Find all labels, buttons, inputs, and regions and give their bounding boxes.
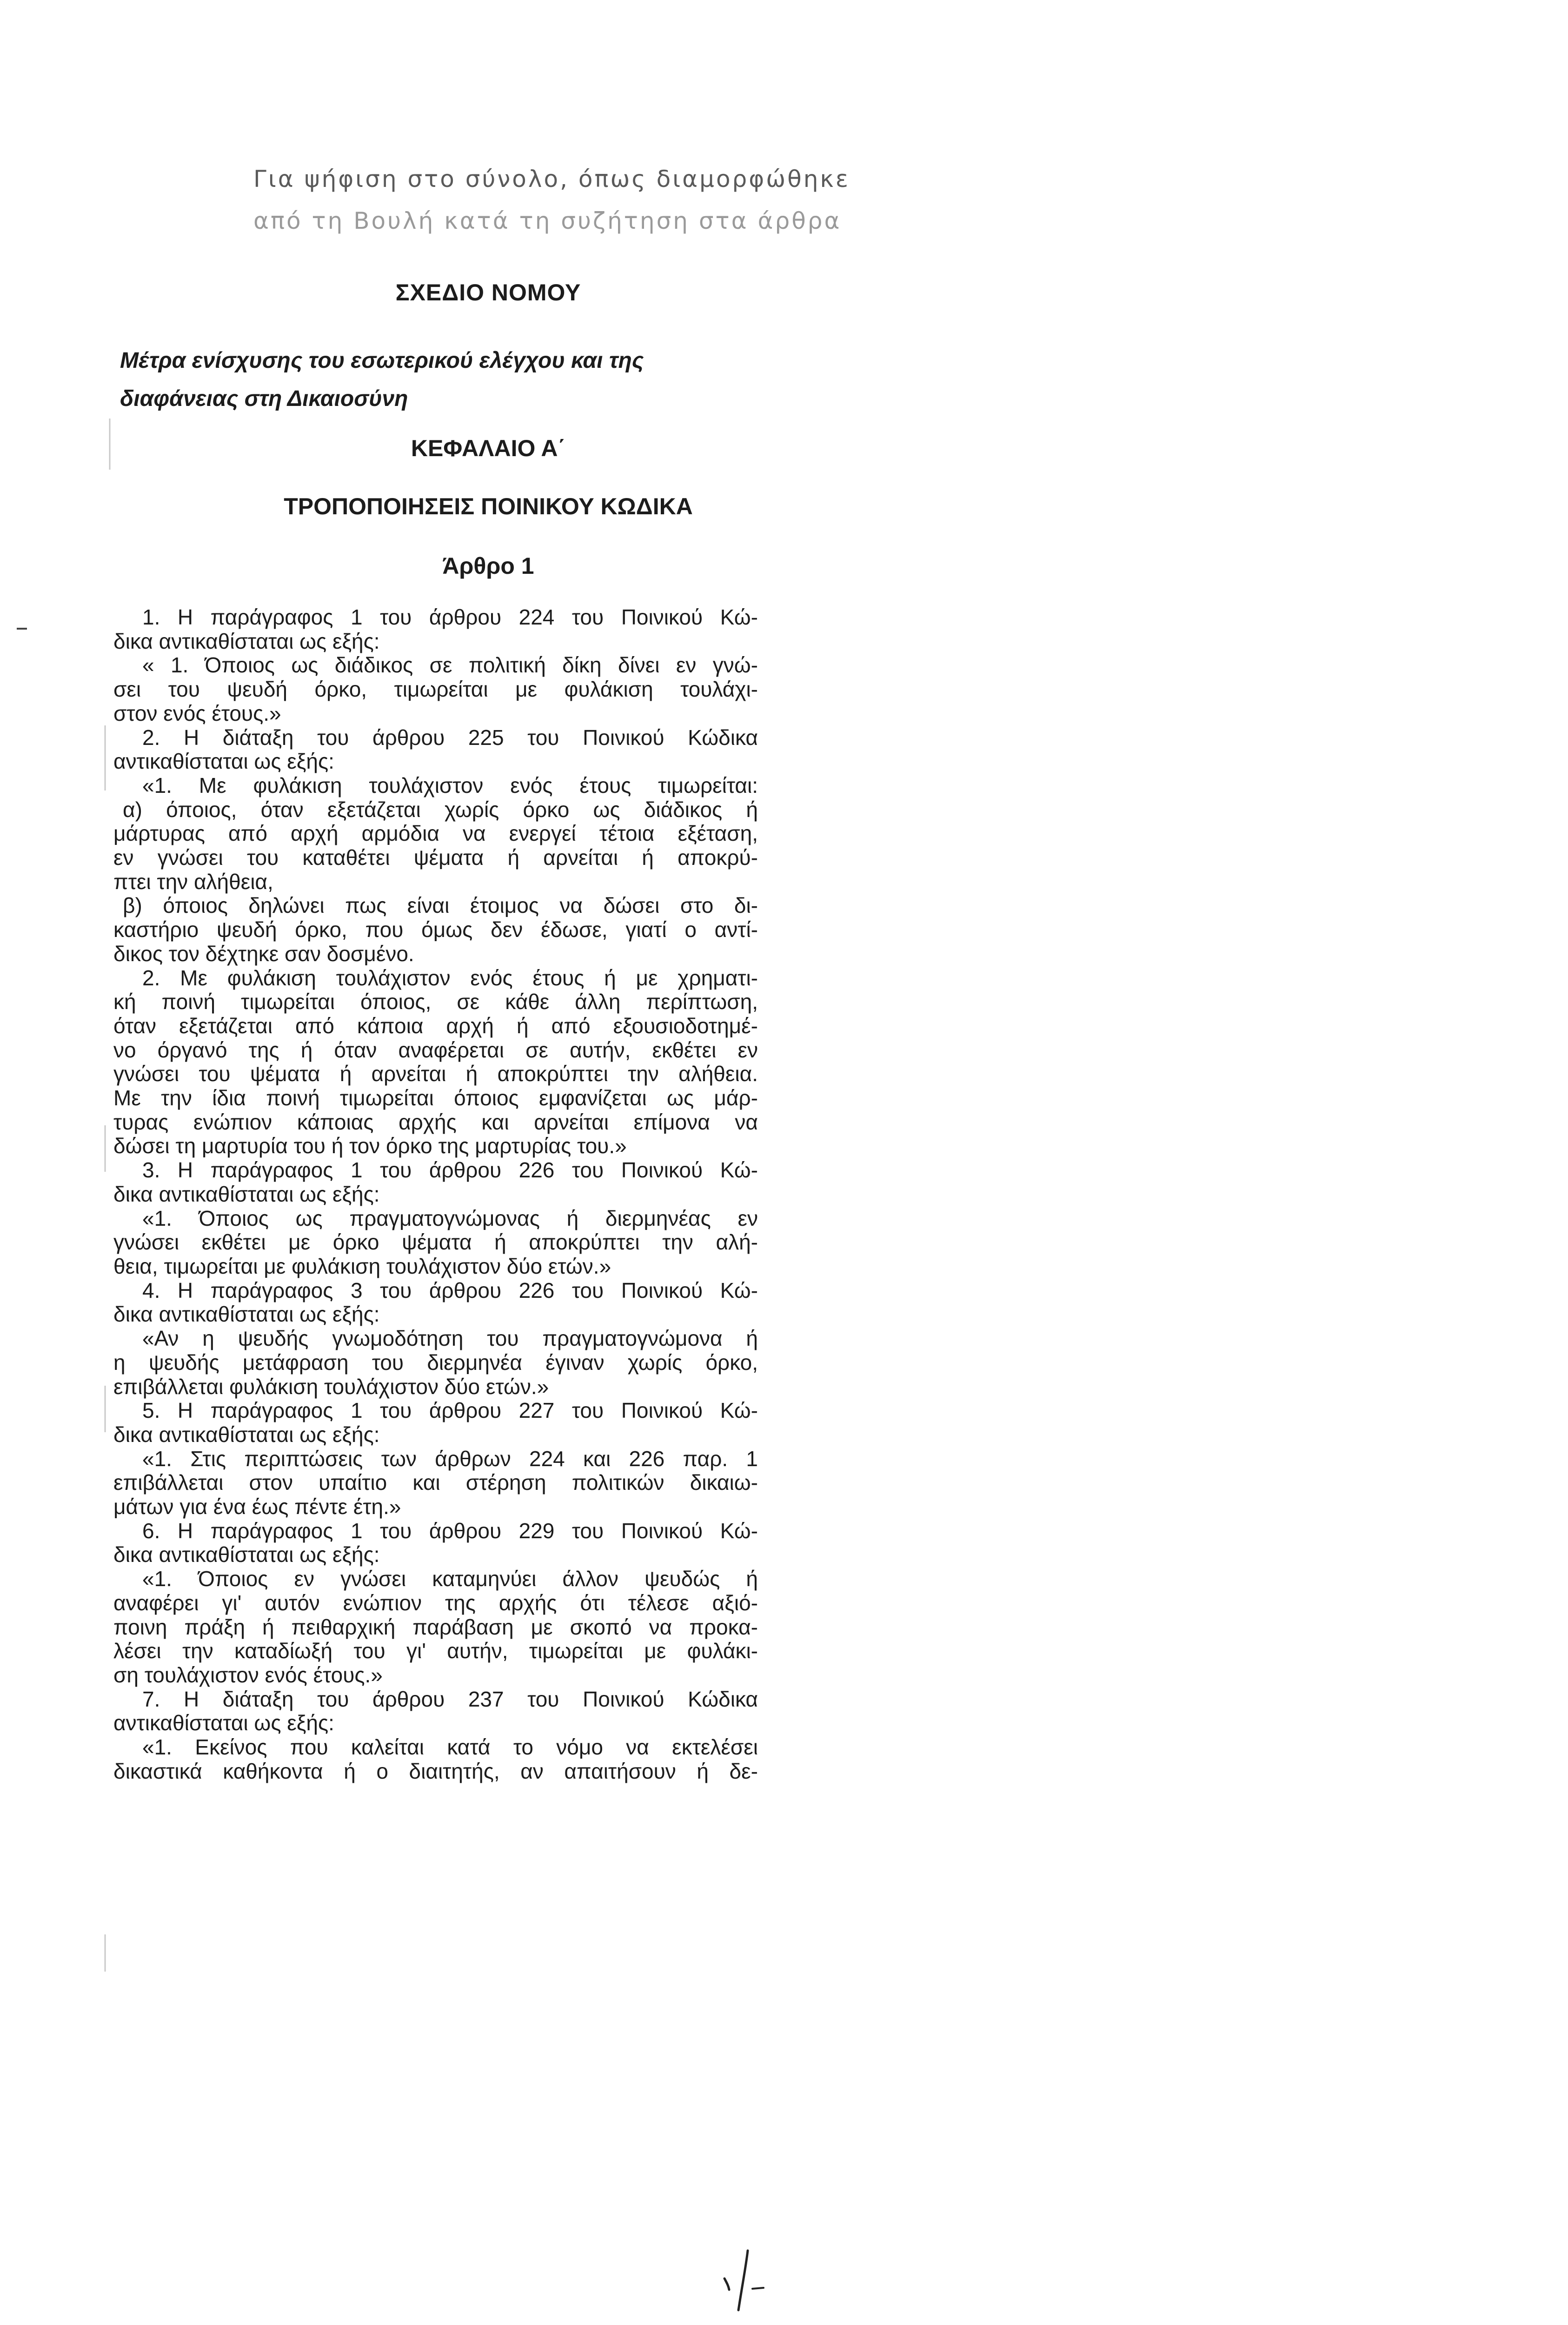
body-line: κή ποινή τιμωρείται όποιος, σε κάθε άλλη περίπτωση, xyxy=(113,990,758,1014)
body-line: 5. Η παράγραφος 1 του άρθρου 227 του Ποινικού Κώ- xyxy=(142,1398,758,1423)
body-line: πτει την αλήθεια, xyxy=(113,869,273,894)
body-line: ποινη πράξη ή πειθαρχική παράβαση με σκοπό να προκα- xyxy=(113,1614,758,1639)
body-line: « 1. Όποιος ως διάδικος σε πολιτική δίκη δίνει εν γνώ- xyxy=(142,653,758,678)
body-line: δώσει τη μαρτυρία του ή τον όρκο της μαρτυρίας του.» xyxy=(113,1134,627,1158)
body-line: δικα αντικαθίσταται ως εξής: xyxy=(113,1542,380,1567)
body-line: «1. Όποιος ως πραγματογνώμονας ή διερμηνέας εν xyxy=(142,1206,758,1230)
body-line: δικος τον δέχτηκε σαν δοσμένο. xyxy=(113,941,414,966)
body-line: στον ενός έτους.» xyxy=(113,701,281,725)
body-line: β) όποιος δηλώνει πως είναι έτοιμος να δώσει στο δι- xyxy=(123,893,758,918)
body-line: γνώσει εκθέτει με όρκο ψέματα ή αποκρύπτει την αλή- xyxy=(113,1230,758,1255)
body-line: όταν εξετάζεται από κάποια αρχή ή από εξουσιοδοτημέ- xyxy=(113,1013,758,1038)
body-line: 2. Με φυλάκιση τουλάχιστον ενός έτους ή με χρηματι- xyxy=(142,965,758,990)
body-line: μάρτυρας από αρχή αρμόδια να ενεργεί τέτοια εξέταση, xyxy=(113,821,758,846)
body-line: δικα αντικαθίσταται ως εξής: xyxy=(113,1302,380,1327)
subtitle-line-1: Μέτρα ενίσχυσης του εσωτερικού ελέγχου και της xyxy=(120,348,644,373)
body-line: αντικαθίσταται ως εξής: xyxy=(113,1711,334,1735)
body-line: «1. Στις περιπτώσεις των άρθρων 224 και 226 παρ. 1 xyxy=(142,1446,758,1471)
body-line: γνώσει του ψέματα ή αρνείται ή αποκρύπτει την αλήθεια. xyxy=(113,1062,758,1086)
body-line: δικαστικά καθήκοντα ή ο διαιτητής, αν απαιτήσουν ή δε- xyxy=(113,1759,758,1783)
body-line: λέσει την καταδίωξή του γι' αυτήν, τιμωρείται με φυλάκι- xyxy=(113,1639,758,1663)
body-line: αναφέρει γι' αυτόν ενώπιον της αρχής ότι τέλεσε αξιό- xyxy=(113,1590,758,1615)
body-line: ση τουλάχιστον ενός έτους.» xyxy=(113,1662,383,1687)
stamp-line-1: Για ψήφιση στο σύνολο, όπως διαμορφώθηκε xyxy=(253,166,850,193)
body-line: επιβάλλεται φυλάκιση τουλάχιστον δύο ετών.» xyxy=(113,1374,549,1399)
article-heading: Άρθρο 1 xyxy=(442,553,534,579)
subtitle-line-2: διαφάνειας στη Δικαιοσύνη xyxy=(120,386,408,411)
body-line: 6. Η παράγραφος 1 του άρθρου 229 του Ποινικού Κώ- xyxy=(142,1518,758,1543)
body-line: «1. Όποιος εν γνώσει καταμηνύει άλλον ψευδώς ή xyxy=(142,1567,758,1591)
body-line: επιβάλλεται στον υπαίτιο και στέρηση πολιτικών δικαιω- xyxy=(113,1470,758,1495)
body-line: εν γνώσει του καταθέτει ψέματα ή αρνείται ή αποκρύ- xyxy=(113,845,758,870)
chapter-heading: ΚΕΦΑΛΑΙΟ Α΄ xyxy=(411,435,566,461)
section-heading: ΤΡΟΠΟΠΟΙΗΣΕΙΣ ΠΟΙΝΙΚΟΥ ΚΩΔΙΚΑ xyxy=(284,493,693,519)
body-line: 7. Η διάταξη του άρθρου 237 του Ποινικού Κώδικα xyxy=(142,1687,758,1711)
body-line: η ψευδής μετάφραση του διερμηνέα έγιναν χωρίς όρκο, xyxy=(113,1350,758,1375)
body-line: «1. Με φυλάκιση τουλάχιστον ενός έτους τιμωρείται: xyxy=(142,773,758,797)
body-line: α) όποιος, όταν εξετάζεται χωρίς όρκο ως διάδικος ή xyxy=(123,797,758,822)
body-line: τυρας ενώπιον κάποιας αρχής και αρνείται επίμονα να xyxy=(113,1109,758,1134)
body-line: δικα αντικαθίσταται ως εξής: xyxy=(113,629,380,653)
body-line: δικα αντικαθίσταται ως εξής: xyxy=(113,1422,380,1447)
body-line: 3. Η παράγραφος 1 του άρθρου 226 του Ποινικού Κώ- xyxy=(142,1158,758,1182)
body-line: νο όργανό της ή όταν αναφέρεται σε αυτήν, εκθέτει εν xyxy=(113,1037,758,1062)
body-line: καστήριο ψευδή όρκο, που όμως δεν έδωσε, γιατί ο αντί- xyxy=(113,917,758,942)
stamp-line-2: από τη Βουλή κατά τη συζήτηση στα άρθρα xyxy=(253,207,842,234)
body-line: σει του ψευδή όρκο, τιμωρείται με φυλάκιση τουλάχι- xyxy=(113,677,758,702)
body-line: 2. Η διάταξη του άρθρου 225 του Ποινικού Κώδικα xyxy=(142,725,758,750)
body-line: αντικαθίσταται ως εξής: xyxy=(113,749,334,774)
body-line: 1. Η παράγραφος 1 του άρθρου 224 του Ποινικού Κώ- xyxy=(142,605,758,629)
body-line: 4. Η παράγραφος 3 του άρθρου 226 του Ποινικού Κώ- xyxy=(142,1278,758,1302)
body-line: θεια, τιμωρείται με φυλάκιση τουλάχιστον δύο ετών.» xyxy=(113,1254,611,1278)
document-title: ΣΧΕΔΙΟ ΝΟΜΟΥ xyxy=(395,279,581,306)
body-line: δικα αντικαθίσταται ως εξής: xyxy=(113,1182,380,1206)
body-line: μάτων για ένα έως πέντε έτη.» xyxy=(113,1495,401,1519)
body-line: Με την ίδια ποινή τιμωρείται όποιος εμφανίζεται ως μάρ- xyxy=(113,1086,758,1110)
body-line: «Αν η ψευδής γνωμοδότηση του πραγματογνώμονα ή xyxy=(142,1326,758,1351)
body-line: «1. Εκείνος που καλείται κατά το νόμο να εκτελέσει xyxy=(142,1735,758,1760)
